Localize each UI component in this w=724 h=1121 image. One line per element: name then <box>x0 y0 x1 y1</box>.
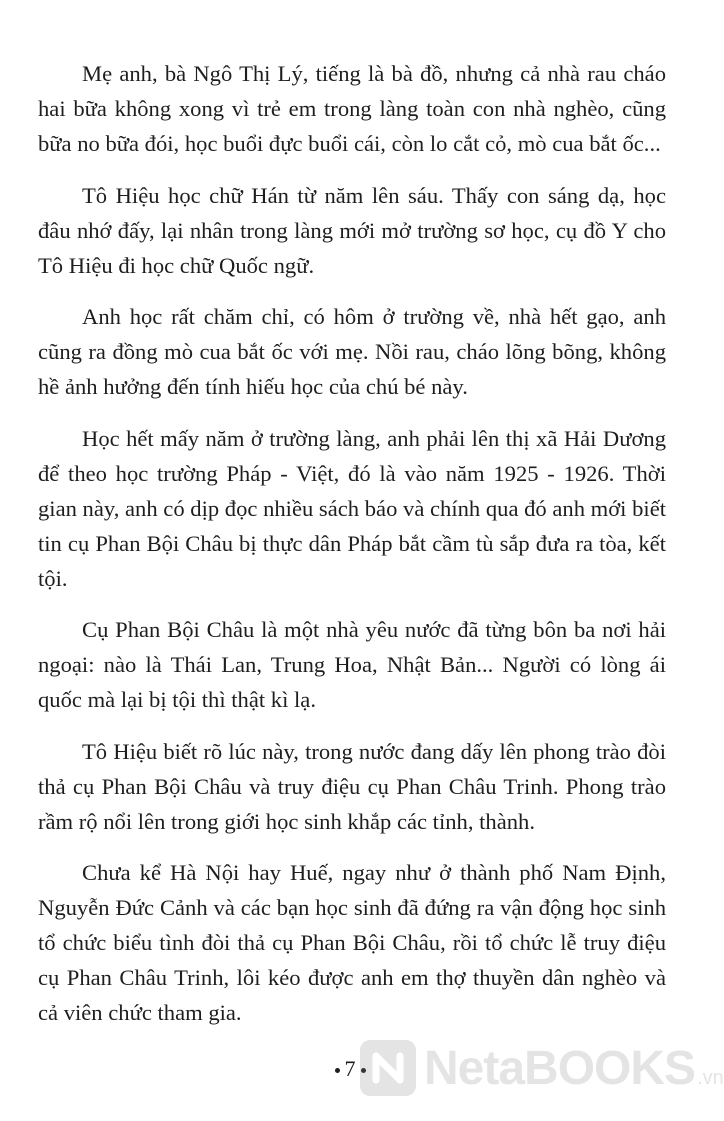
watermark <box>360 1030 724 1106</box>
paragraph-4: Học hết mấy năm ở trường làng, anh phải lên thị xã Hải Dương để theo học trường Pháp - Việt, đó là vào năm 1925 - 1926. Thời gian này, anh có dịp đọc nhiều sách báo và chính qua đó anh mới biết tin cụ Phan Bội Châu bị thực dân Pháp bắt cầm tù sắp đưa ra tòa, kết tội. <box>38 425 666 591</box>
page-number-value: 7 <box>344 1056 356 1081</box>
paragraph-6: Tô Hiệu biết rõ lúc này, trong nước đang dấy lên phong trào đòi thả cụ Phan Bội Châu và truy điệu cụ Phan Châu Trinh. Phong trào rầm rộ nổi lên trong giới học sinh khắp các tỉnh, thành. <box>38 738 666 834</box>
paragraph-2: Tô Hiệu học chữ Hán từ năm lên sáu. Thấy con sáng dạ, học đâu nhớ đấy, lại nhân trong làng mới mở trường sơ học, cụ đồ Y cho Tô Hiệu đi học chữ Quốc ngữ. <box>38 182 666 278</box>
bullet-dot-left <box>335 1068 340 1073</box>
paragraph-3: Anh học rất chăm chỉ, có hôm ở trường về, nhà hết gạo, anh cũng ra đồng mò cua bắt ốc với mẹ. Nồi rau, cháo lõng bõng, không hề ảnh hưởng đến tính hiếu học của chú bé này. <box>38 304 666 399</box>
watermark-suffix: .vn <box>697 1067 724 1089</box>
paragraph-1: Mẹ anh, bà Ngô Thị Lý, tiếng là bà đồ, nhưng cả nhà rau cháo hai bữa không xong vì trẻ em trong làng toàn con nhà nghèo, cũng bữa no bữa đói, học buổi đực buổi cái, còn lo cắt cỏ, mò cua bắt ốc... <box>38 61 666 156</box>
paragraph-5: Cụ Phan Bội Châu là một nhà yêu nước đã từng bôn ba nơi hải ngoại: nào là Thái Lan, Trung Hoa, Nhật Bản... Người có lòng ái quốc mà lại bị tội thì thật kì lạ. <box>38 617 666 712</box>
watermark-name: NetaBOOKS <box>424 1041 696 1095</box>
body-text <box>38 56 666 1047</box>
n-logo-icon <box>360 1040 416 1096</box>
paragraph-7: Chưa kể Hà Nội hay Huế, ngay như ở thành phố Nam Định, Nguyễn Đức Cảnh và các bạn học sinh đã đứng ra vận động học sinh tổ chức biểu tình đòi thả cụ Phan Bội Châu, rồi tổ chức lễ truy điệu cụ Phan Châu Trinh, lôi kéo được anh em thợ thuyền dân nghèo và cả viên chức tham gia. <box>38 860 666 1025</box>
